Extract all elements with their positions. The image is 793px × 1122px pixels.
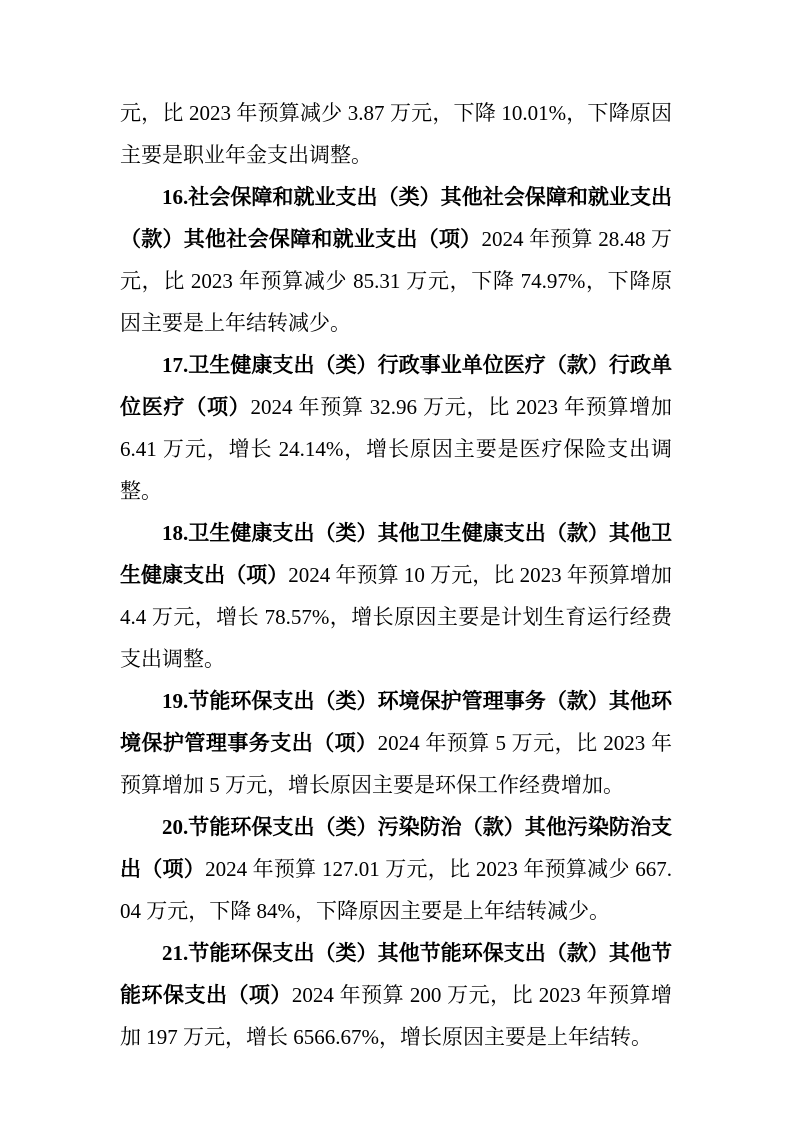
paragraph-item-18	[120, 512, 672, 680]
item-20-body: 2024 年预算 127.01 万元，比 2023 年预算减少 667.04 万元，下降 84%，下降原因主要是上年结转减少。	[120, 857, 673, 923]
paragraph-item-20	[120, 806, 672, 932]
paragraph-item-19	[120, 680, 672, 806]
item-18-heading: 18.卫生健康支出（类）其他卫生健康支出（款）其他卫生健康支出（项）	[120, 521, 672, 587]
item-16-heading: 16.社会保障和就业支出（类）其他社会保障和就业支出（款）其他社会保障和就业支出（项）	[120, 185, 672, 251]
paragraph-item-21	[120, 932, 672, 1058]
item-18-body: 2024 年预算 10 万元，比 2023 年预算增加 4.4 万元，增长 78.57%，增长原因主要是计划生育运行经费支出调整。	[120, 563, 672, 671]
paragraph-item-16	[120, 176, 672, 344]
item-17-body: 2024 年预算 32.96 万元，比 2023 年预算增加 6.41 万元，增长 24.14%，增长原因主要是医疗保险支出调整。	[120, 395, 672, 503]
paragraph-item-17	[120, 344, 672, 512]
item-20-heading: 20.节能环保支出（类）污染防治（款）其他污染防治支出（项）	[120, 815, 672, 881]
item-21-body: 2024 年预算 200 万元，比 2023 年预算增加 197 万元，增长 6566.67%，增长原因主要是上年结转。	[120, 983, 673, 1049]
item-16-body: 2024 年预算 28.48 万元，比 2023 年预算减少 85.31 万元，下降 74.97%，下降原因主要是上年结转减少。	[120, 227, 673, 335]
paragraph-15-continuation: 元，比 2023 年预算减少 3.87 万元，下降 10.01%，下降原因主要是职业年金支出调整。	[120, 101, 672, 167]
item-19-body: 2024 年预算 5 万元，比 2023 年预算增加 5 万元，增长原因主要是环保工作经费增加。	[120, 731, 672, 797]
item-19-heading: 19.节能环保支出（类）环境保护管理事务（款）其他环境保护管理事务支出（项）	[120, 689, 672, 755]
item-21-heading: 21.节能环保支出（类）其他节能环保支出（款）其他节能环保支出（项）	[120, 941, 672, 1007]
item-17-heading: 17.卫生健康支出（类）行政事业单位医疗（款）行政单位医疗（项）	[120, 353, 672, 419]
